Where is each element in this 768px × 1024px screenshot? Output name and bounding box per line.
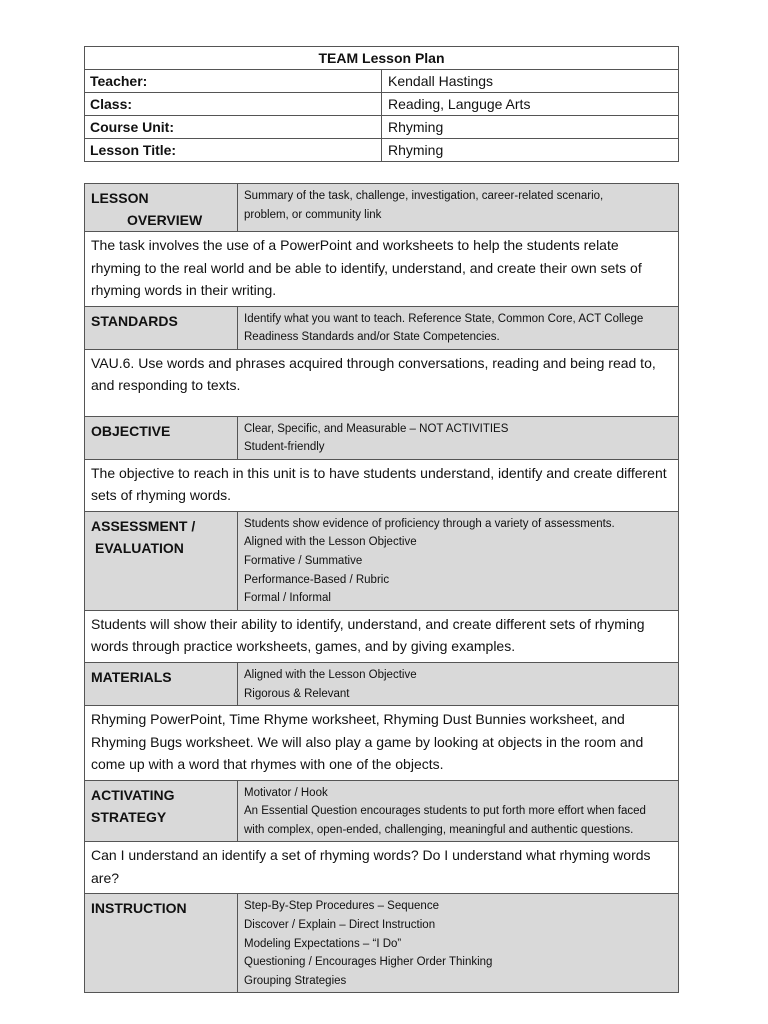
activating-label-line1: ACTIVATING bbox=[91, 786, 175, 803]
materials-header-row bbox=[85, 663, 679, 706]
overview-label-line1: LESSON bbox=[91, 190, 149, 206]
lesson-sections-table bbox=[84, 183, 679, 666]
course-unit-label: Course Unit: bbox=[85, 116, 382, 139]
hint-line: An Essential Question encourages students to put forth more effort when faced bbox=[244, 805, 646, 818]
teacher-label: Teacher: bbox=[85, 70, 382, 93]
hint-line: Summary of the task, challenge, investigation, career-related scenario, bbox=[244, 190, 604, 202]
overview-label-line2: OVERVIEW bbox=[127, 212, 203, 228]
hint-line: with complex, open-ended, challenging, meaningful and authentic questions. bbox=[244, 823, 634, 836]
overview-body: The task involves the use of a PowerPoint and worksheets to help the students relate rhyming to the real world and be able to identify, understand, and create their own sets of rhyming words in their writing. bbox=[85, 232, 679, 307]
hint-line: Students show evidence of proficiency through a variety of assessments. bbox=[244, 517, 615, 530]
materials-label: MATERIALS bbox=[85, 663, 238, 706]
materials-hints bbox=[238, 663, 679, 706]
activating-header-row bbox=[85, 780, 679, 842]
materials-body: Rhyming PowerPoint, Time Rhyme worksheet, Rhyming Dust Bunnies worksheet, and Rhyming Bugs worksheet. We will also play a game by looking at objects in the room and come up with a word that rhymes with one of the objects. bbox=[85, 706, 679, 781]
header-row-lesson-title bbox=[85, 139, 679, 162]
standards-hints bbox=[238, 306, 679, 349]
assessment-header-row bbox=[85, 511, 679, 610]
overview-label bbox=[85, 184, 238, 232]
header-table bbox=[84, 46, 679, 162]
assessment-label-line1: ASSESSMENT / bbox=[91, 517, 196, 534]
objective-body: The objective to reach in this unit is to have students understand, identify and create different sets of rhyming words. bbox=[85, 459, 679, 511]
hint-line: Discover / Explain – Direct Instruction bbox=[244, 919, 436, 932]
hint-line: Modeling Expectations – “I Do” bbox=[244, 937, 402, 950]
overview-hints bbox=[238, 184, 679, 232]
instruction-label: INSTRUCTION bbox=[85, 894, 238, 993]
class-value: Reading, Languge Arts bbox=[382, 93, 679, 116]
assessment-label-line2: EVALUATION bbox=[95, 539, 184, 556]
assessment-label bbox=[85, 511, 238, 610]
hint-line: Questioning / Encourages Higher Order Thinking bbox=[244, 956, 493, 969]
lesson-title-value: Rhyming bbox=[382, 139, 679, 162]
hint-line: Student-friendly bbox=[244, 441, 325, 454]
hint-line: Performance-Based / Rubric bbox=[244, 573, 390, 586]
activating-label-line2: STRATEGY bbox=[91, 808, 167, 825]
hint-line: Readiness Standards and/or State Competencies. bbox=[244, 331, 500, 344]
instruction-hints bbox=[238, 894, 679, 993]
hint-line: Step-By-Step Procedures – Sequence bbox=[244, 900, 439, 913]
assessment-body: Students will show their ability to identify, understand, and create different sets of rhyming words through practice worksheets, games, and by giving examples. bbox=[85, 610, 679, 665]
hint-line: Motivator / Hook bbox=[244, 786, 328, 799]
course-unit-value: Rhyming bbox=[382, 116, 679, 139]
activating-hints bbox=[238, 780, 679, 842]
hint-line: Formal / Informal bbox=[244, 592, 331, 605]
header-row-course-unit bbox=[85, 116, 679, 139]
hint-line: Formative / Summative bbox=[244, 555, 363, 568]
hint-line: Rigorous & Relevant bbox=[244, 687, 350, 700]
hint-line: Aligned with the Lesson Objective bbox=[244, 669, 417, 681]
hint-line: problem, or community link bbox=[244, 208, 382, 221]
assessment-hints bbox=[238, 511, 679, 610]
standards-header-row bbox=[85, 306, 679, 349]
class-label: Class: bbox=[85, 93, 382, 116]
activating-body: Can I understand an identify a set of rhyming words? Do I understand what rhyming words are? bbox=[85, 842, 679, 894]
lesson-sections-table-2 bbox=[84, 662, 679, 993]
hint-line: Identify what you want to teach. Reference State, Common Core, ACT College bbox=[244, 312, 644, 325]
objective-label: OBJECTIVE bbox=[85, 416, 238, 459]
objective-header-row bbox=[85, 416, 679, 459]
hint-line: Aligned with the Lesson Objective bbox=[244, 536, 417, 549]
hint-line: Grouping Strategies bbox=[244, 974, 347, 987]
header-row-class bbox=[85, 93, 679, 116]
standards-label: STANDARDS bbox=[85, 306, 238, 349]
document-title: TEAM Lesson Plan bbox=[85, 47, 679, 70]
header-row-teacher bbox=[85, 70, 679, 93]
instruction-header-row bbox=[85, 894, 679, 993]
teacher-value: Kendall Hastings bbox=[382, 70, 679, 93]
standards-body: VAU.6. Use words and phrases acquired through conversations, reading and being read to, and responding to texts. bbox=[85, 349, 679, 416]
hint-line: Clear, Specific, and Measurable – NOT ACTIVITIES bbox=[244, 422, 509, 435]
objective-hints bbox=[238, 416, 679, 459]
activating-label bbox=[85, 780, 238, 842]
overview-header-row bbox=[85, 184, 679, 232]
lesson-title-label: Lesson Title: bbox=[85, 139, 382, 162]
